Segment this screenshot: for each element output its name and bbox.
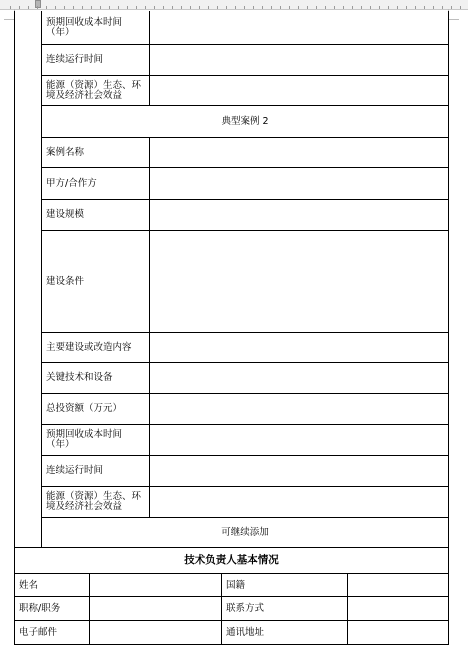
ruler-tick: [163, 6, 164, 9]
ruler-tick: [289, 6, 290, 9]
ruler-tick: [442, 6, 443, 9]
ruler-tick: [28, 6, 29, 9]
row-value-field[interactable]: [149, 455, 448, 486]
document-page: [14, 11, 448, 644]
add-more-note: 可继续添加: [41, 517, 448, 547]
title-field[interactable]: [89, 596, 221, 620]
ruler-tick: [109, 6, 110, 9]
margin-corner-mark-right: [448, 9, 459, 20]
ruler-tick: [127, 6, 128, 9]
ruler-tick: [397, 6, 398, 9]
ruler-tick: [73, 6, 74, 9]
row-label: 能源（资源）生态、环境及经济社会效益: [41, 486, 149, 517]
row-value-field[interactable]: [149, 486, 448, 517]
field-label-nationality: 国籍: [221, 573, 347, 596]
ruler-tick: [172, 6, 173, 9]
row-label: 关键技术和设备: [41, 362, 149, 393]
ruler-tick: [298, 6, 299, 9]
ruler-tick: [46, 6, 47, 9]
row-value-field[interactable]: [149, 393, 448, 424]
row-label: 预期回收成本时间（年）: [41, 11, 149, 44]
horizontal-ruler[interactable]: [0, 0, 468, 10]
ruler-tick: [55, 6, 56, 9]
row-value-field[interactable]: [149, 167, 448, 199]
row-label: 总投资额（万元）: [41, 393, 149, 424]
field-label-title: 职称/职务: [14, 596, 89, 620]
ruler-tick: [136, 6, 137, 9]
ruler-tick: [379, 6, 380, 9]
ruler-tick: [190, 6, 191, 9]
row-value-field[interactable]: [149, 230, 448, 332]
ruler-tick: [64, 6, 65, 9]
ruler-tick: [118, 6, 119, 9]
ruler-tick: [217, 6, 218, 9]
ruler-tick: [307, 6, 308, 9]
email-field[interactable]: [89, 620, 221, 644]
nationality-field[interactable]: [347, 573, 448, 596]
ruler-tick: [334, 6, 335, 9]
ruler-tick: [424, 6, 425, 9]
field-label-email: 电子邮件: [14, 620, 89, 644]
row-label: 预期回收成本时间（年）: [41, 424, 149, 455]
ruler-tick: [37, 6, 38, 9]
row-label: 甲方/合作方: [41, 167, 149, 199]
section-title: 技术负责人基本情况: [14, 547, 448, 573]
field-label-contact: 联系方式: [221, 596, 347, 620]
row-label: 能源（资源）生态、环境及经济社会效益: [41, 75, 149, 105]
ruler-tick: [316, 6, 317, 9]
ruler-tick: [208, 6, 209, 9]
row-value-field[interactable]: [149, 332, 448, 362]
ruler-tick: [244, 6, 245, 9]
ruler-tick: [154, 6, 155, 9]
ruler-tick: [460, 6, 461, 9]
ruler-tick: [262, 6, 263, 9]
ruler-tick: [280, 6, 281, 9]
row-label: 连续运行时间: [41, 455, 149, 486]
ruler-tick: [406, 6, 407, 9]
ruler-tick: [370, 6, 371, 9]
ruler-tick: [388, 6, 389, 9]
row-value-field[interactable]: [149, 362, 448, 393]
ruler-tick: [145, 6, 146, 9]
ruler-tick: [433, 6, 434, 9]
row-label: 建设条件: [41, 230, 149, 332]
row-value-field[interactable]: [149, 75, 448, 105]
ruler-tick: [100, 6, 101, 9]
ruler-tick: [361, 6, 362, 9]
ruler-tick: [343, 6, 344, 9]
row-value-field[interactable]: [149, 11, 448, 44]
ruler-tick: [19, 6, 20, 9]
ruler-tick: [415, 6, 416, 9]
row-value-field[interactable]: [149, 424, 448, 455]
ruler-tick: [82, 6, 83, 9]
ruler-tick: [91, 6, 92, 9]
ruler-tick: [271, 6, 272, 9]
row-label: 连续运行时间: [41, 44, 149, 75]
ruler-tick: [325, 6, 326, 9]
ruler-tick: [226, 6, 227, 9]
row-label: 主要建设或改造内容: [41, 332, 149, 362]
merged-side-cell[interactable]: [14, 11, 41, 547]
contact-field[interactable]: [347, 596, 448, 620]
ruler-tick: [199, 6, 200, 9]
table-right-border: [448, 11, 449, 645]
ruler-tick: [181, 6, 182, 9]
field-label-name: 姓名: [14, 573, 89, 596]
table-bottom-border: [14, 644, 449, 645]
address-field[interactable]: [347, 620, 448, 644]
case-title: 典型案例 2: [41, 105, 448, 137]
ruler-tick: [352, 6, 353, 9]
row-label: 建设规模: [41, 199, 149, 230]
ruler-tick: [253, 6, 254, 9]
row-value-field[interactable]: [149, 137, 448, 167]
row-label: 案例名称: [41, 137, 149, 167]
ruler-indent-marker[interactable]: [35, 0, 41, 8]
field-label-address: 通讯地址: [221, 620, 347, 644]
ruler-tick: [235, 6, 236, 9]
row-value-field[interactable]: [149, 199, 448, 230]
row-value-field[interactable]: [149, 44, 448, 75]
name-field[interactable]: [89, 573, 221, 596]
